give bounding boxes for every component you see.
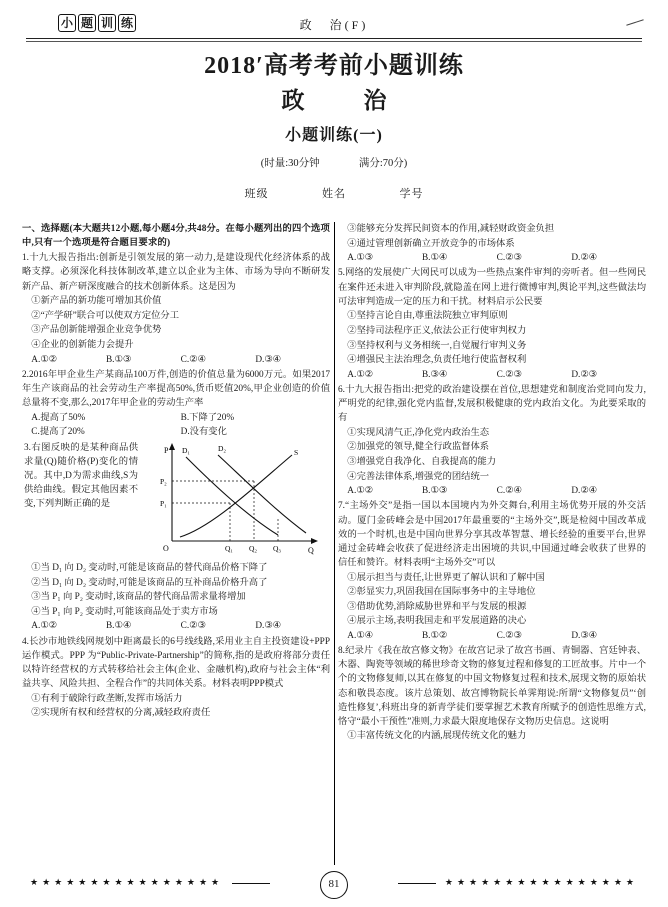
left-column	[22, 222, 330, 865]
question-7-item-4: ④展示主场,表明我国走和平发展道路的决心	[347, 616, 527, 627]
svg-text:Q: Q	[308, 545, 314, 555]
question-8-stem: 8.纪录片《我在故宫修文物》在故宫记录了故宫书画、青铜器、宫廷钟表、木器、陶瓷等领域的稀世珍奇文物的修复过程和修复的工匠故事。片中一个个的文物修复师,以其在修复的中国文物修复过程和技术,展现文物的原始状态和敬畏态度。该片总策划、故宫博物院长单霁翔说:所谓“文物修复员”‘创造性修复’,科班出身的新青学徒们要掌握艺术教育所赋予的创造性思维方式,恪守“最小干预性”准则,力求最大限度地保存文物历史信息。这说明	[338, 646, 646, 727]
question-6-options	[338, 484, 646, 498]
page-title: 2018′高考考前小题训练	[204, 53, 464, 79]
header-rule	[26, 38, 642, 39]
field-id: 学号	[399, 188, 424, 200]
question-6-option-a[interactable]: A.①②	[347, 486, 374, 497]
question-4-option-b[interactable]: B.①④	[421, 253, 448, 264]
question-2-option-b[interactable]: B.下降了20%	[180, 412, 235, 423]
question-5-item-1: ①坚持言论自由,尊重法院独立审判原则	[347, 311, 508, 322]
question-6-option-b[interactable]: B.①③	[421, 486, 448, 497]
page-footer	[0, 869, 668, 901]
question-4-stem: 4.长沙市地铁线网规划中距离最长的6号线线路,采用业主自主投资建设+PPP 运作模式。PPP 为“Public-Private-Partnership”的简称,指的是政府将部分责任以特许经营权的方式转移给社会主体(企业、金融机构),政府与社会主体“利益共享、风险共担、全程合作”的共同体关系。材料表明PPP模式	[22, 636, 330, 689]
supply-demand-svg	[142, 441, 326, 557]
question-2-options-row-2	[22, 425, 330, 439]
question-4-item-1: ①有利于破除行政垄断,发挥市场活力	[31, 693, 183, 704]
question-4-item-3: ③能够充分发挥民间资本的作用,减轻财政资金负担	[347, 224, 555, 234]
question-5-stem: 5.网络的发展使广大网民可以成为一些热点案件审判的旁听者。但一些网民在案件还未进入审判阶段,就隐盖在网上进行微博审判,舆论平判,这些做法均可法审判造成一定的压力和干扰。材料启示公民要	[338, 268, 646, 307]
logo-char-3: 训	[98, 14, 116, 32]
question-3-block	[24, 441, 330, 559]
exam-time: (时量:30分钟	[260, 158, 320, 169]
question-3-option-b[interactable]: B.①④	[105, 621, 132, 632]
question-2-options-row-1	[22, 411, 330, 425]
question-3-option-a[interactable]: A.①②	[31, 621, 58, 632]
question-7-option-c[interactable]: C.②③	[496, 631, 522, 641]
question-1-item-4: ④企业的创新能力会提升	[31, 340, 134, 350]
page-header	[0, 8, 668, 38]
supply-demand-chart	[142, 441, 326, 557]
logo-char-4: 练	[118, 14, 136, 32]
question-6-option-c[interactable]: C.②④	[496, 486, 522, 497]
question-6-item-3: ③增强党自我净化、自我提高的能力	[347, 457, 497, 467]
question-4-option-a[interactable]: A.①③	[347, 253, 374, 264]
question-1-stem: 1.十九大报告指出:创新是引领发展的第一动力,是建设现代化经济体系的战略支撑。必须深化科技体制改革,建立以企业为主体、市场为导向不断研发新产品、新产研深度融合的技术创新体系。这是因为	[22, 253, 330, 292]
question-4-options	[338, 251, 646, 265]
question-7-item-2: ②彰显实力,巩固我国在国际事务中的主导地位	[347, 587, 536, 598]
field-name: 姓名	[322, 188, 346, 200]
question-5-option-c[interactable]: C.②③	[496, 369, 522, 380]
question-6-option-d[interactable]: D.②④	[571, 486, 598, 497]
question-1-item-2: ②“产学研”联合可以使双方定位分工	[31, 310, 180, 321]
question-6-item-2: ②加强党的领导,健全行政监督体系	[347, 442, 490, 453]
svg-text:D₂: D₂	[218, 443, 227, 453]
question-7-option-b[interactable]: B.①②	[421, 631, 448, 641]
question-3-item-3: ③当 P₁ 向 P₂ 变动时,该商品的替代商品需求量将增加	[31, 592, 246, 603]
footer-stars-left: ★★★★★★★★★★★★★★★★	[30, 877, 224, 887]
question-5-options	[338, 368, 646, 382]
logo-char-1: 小	[58, 14, 76, 32]
question-3-options	[22, 619, 330, 633]
exam-meta	[0, 155, 668, 170]
question-1-item-3: ③产品创新能增强企业竞争优势	[31, 325, 162, 336]
question-5-item-2: ②坚持司法程序正义,依法公正行使审判权力	[347, 325, 527, 336]
question-5-option-d[interactable]: D.②③	[571, 369, 598, 380]
question-2-option-a[interactable]: A.提高了50%	[31, 412, 86, 423]
question-5-item-4: ④增强民主法治理念,负责任地行使监督权利	[347, 355, 527, 366]
content-columns	[18, 222, 650, 865]
svg-text:Q₃: Q₃	[273, 543, 282, 553]
logo-char-2: 题	[78, 14, 96, 32]
question-7-option-d[interactable]: D.③④	[571, 631, 598, 641]
question-1-options	[22, 353, 330, 367]
question-4-option-d[interactable]: D.②④	[571, 253, 598, 264]
svg-text:D₁: D₁	[182, 445, 191, 455]
student-fields	[0, 185, 668, 201]
question-7-option-a[interactable]: A.①④	[347, 631, 374, 641]
svg-text:P₁: P₁	[160, 498, 167, 508]
question-7-item-1: ①展示担当与责任,让世界更了解认识和了解中国	[347, 572, 545, 583]
question-4-item-4: ④通过管理创新确立开放竞争的市场体系	[347, 238, 515, 249]
question-6-item-4: ④完善法律体系,增强党的团结统一	[347, 471, 490, 482]
section-title: 小题训练(一)	[285, 127, 383, 144]
svg-text:Q₂: Q₂	[249, 543, 258, 553]
question-1-option-b[interactable]: B.①③	[105, 354, 132, 365]
svg-text:O: O	[163, 543, 169, 553]
corner-mark-icon	[624, 18, 644, 30]
question-5-option-a[interactable]: A.①②	[347, 369, 374, 380]
svg-text:P: P	[164, 445, 169, 455]
question-6-stem: 6.十九大报告指出:把党的政治建设摆在首位,思想建党和制度治党同向发力,严明党的纪律,强化党内监督,发展积极健康的党内政治文化。为此要采取的有	[338, 384, 646, 424]
svg-text:S: S	[294, 447, 299, 457]
question-2-option-d[interactable]: D.没有变化	[180, 426, 227, 437]
question-7-item-3: ③借助优势,消除威胁世界和平与发展的根源	[347, 601, 527, 612]
question-4-option-c[interactable]: C.②③	[496, 253, 522, 264]
page-number: 81	[320, 871, 348, 899]
header-rule-secondary	[26, 41, 642, 42]
svg-text:Q₁: Q₁	[225, 543, 234, 553]
question-1-option-a[interactable]: A.①②	[31, 354, 58, 365]
field-class: 班级	[244, 188, 269, 200]
question-3-item-2: ②当 D₁ 向 D₂ 变动时,可能是该商品的互补商品价格升高了	[31, 577, 268, 588]
question-5-option-b[interactable]: B.③④	[421, 369, 448, 380]
question-3-item-4: ④当 P₁ 向 P₂ 变动时,可能该商品处于卖方市场	[31, 606, 218, 617]
question-8-item-1: ①丰富传统文化的内涵,展现传统文化的魅力	[347, 731, 527, 742]
header-subject: 政 治(F)	[299, 18, 369, 32]
question-2-option-c[interactable]: C.提高了20%	[31, 426, 85, 437]
right-column	[338, 222, 646, 865]
svg-text:P₂: P₂	[160, 476, 167, 486]
question-3-option-c[interactable]: C.②③	[180, 621, 206, 632]
footer-stars-right: ★★★★★★★★★★★★★★★★	[444, 877, 638, 887]
question-3-stem: 3.右图反映的是某种商品供求量(Q)随价格(P)变化的情况。其中,D为需求曲线,S为供给曲线。假定其他因素不变,下列判断正确的是	[24, 442, 138, 510]
column-divider	[334, 222, 335, 865]
question-7-options	[338, 629, 646, 643]
section-heading: 一、选择题(本大题共12小题,每小题4分,共48分。在每小题列出的四个选项中,只有一个选项是符合题目要求的)	[22, 224, 330, 249]
question-3-option-d[interactable]: D.③④	[255, 621, 282, 632]
question-3-item-1: ①当 D₁ 向 D₂ 变动时,可能是该商品的替代商品价格下降了	[31, 562, 268, 573]
question-6-item-1: ①实现风清气正,净化党内政治生态	[347, 427, 490, 438]
subject-title: 政 治	[281, 88, 405, 113]
question-1-option-d[interactable]: D.③④	[255, 354, 282, 365]
question-1-option-c[interactable]: C.②④	[180, 354, 206, 365]
question-2-stem: 2.2016年甲企业生产某商品100万件,创造的价值总量为6000万元。如果2017年生产该商品的社会劳动生产率提高50%,货币贬值20%,甲企业创造的价值总量将不变,那么,2017年甲企业的劳动生产率	[22, 369, 330, 408]
question-7-stem: 7.“主场外交”是指一国以本国境内为外交舞台,利用主场优势开展的外交活动。厦门金砖峰会是中国2017年最重要的“主场外交”,既是检阅中国改革成效的一个时机,也是中国向世界分享其改革智慧、增长经验的重要平台,世界通过金砖峰会收获了促进经济走出困境的共识,中国通过峰会收获了世界的信任和赞许。材料表明“主场外交”可以	[338, 501, 646, 568]
question-4-item-2: ②实现所有权和经营权的分离,减轻政府责任	[31, 708, 211, 719]
question-5-item-3: ③坚持权利与义务相统一,自觉履行审判义务	[347, 340, 527, 351]
question-1-item-1: ①新产品的新功能可增加其价值	[31, 296, 162, 307]
exam-score: 满分:70分)	[358, 158, 408, 169]
